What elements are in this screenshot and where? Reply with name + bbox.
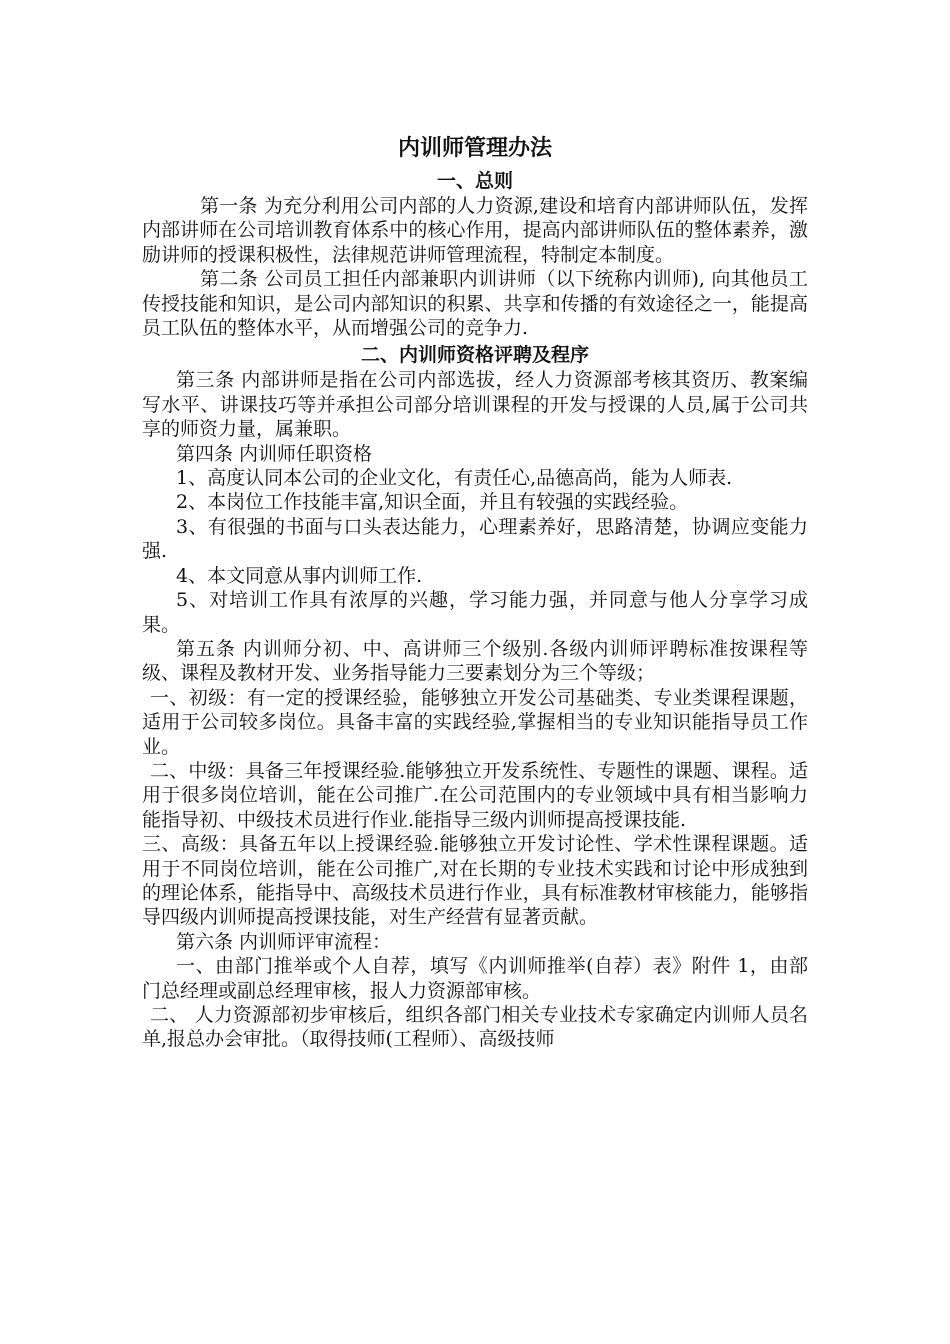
paragraph: 第四条 内训师任职资格	[176, 442, 373, 465]
paragraph: 1、高度认同本公司的企业文化，有责任心,品德高尚，能为人师表.	[176, 467, 733, 490]
paragraph: 二、 人力资源部初步审核后，组织各部门相关专业技术专家确定内训师人员名单,报总办会审批。（取得技师(工程师）、高级技师	[142, 1004, 808, 1051]
section-heading: 二、内训师资格评聘及程序	[360, 344, 589, 367]
paragraph: 第三条 内部讲师是指在公司内部选拔，经人力资源部考核其资历、教案编写水平、讲课技巧等并承担公司部分培训课程的开发与授课的人员,属于公司共享的师资力量，属兼职。	[142, 369, 808, 441]
paragraph: 5、对培训工作具有浓厚的兴趣，学习能力强，并同意与他人分享学习成果。	[142, 589, 808, 636]
paragraph: 一、初级：有一定的授课经验，能够独立开发公司基础类、专业类课程课题，适用于公司较多岗位。具备丰富的实践经验,掌握相当的专业知识能指导员工作业。	[142, 686, 808, 758]
document-body	[142, 132, 808, 1052]
paragraph: 二、中级：具备三年授课经验.能够独立开发系统性、专题性的课题、课程。适用于很多岗位培训，能在公司推广.在公司范围内的专业领域中具有相当影响力能指导初、中级技术员进行作业.能指导三级内训师提高授课技能.	[142, 759, 808, 831]
paragraph: 一、由部门推举或个人自荐，填写《内训师推举(自荐）表》附件 1，由部门总经理或副总经理审核，报人力资源部审核。	[142, 955, 808, 1002]
paragraph: 第六条 内训师评审流程：	[176, 930, 392, 953]
paragraph: 4、本文同意从事内训师工作.	[176, 564, 423, 587]
paragraph: 2、本岗位工作技能丰富,知识全面，并且有较强的实践经验。	[176, 491, 689, 514]
paragraph: 第二条 公司员工担任内部兼职内训讲师（以下统称内训师), 向其他员工传授技能和知识，是公司内部知识的积累、共享和传播的有效途径之一，能提高员工队伍的整体水平，从而增强公司的竞争力.	[142, 268, 808, 340]
paragraph: 第五条 内训师分初、中、高讲师三个级别.各级内训师评聘标准按课程等级、课程及教材开发、业务指导能力三要素划分为三个等级；	[142, 637, 808, 685]
section-heading: 一、总则	[436, 170, 513, 192]
document-title: 内训师管理办法	[397, 136, 552, 161]
paragraph: 第一条 为充分利用公司内部的人力资源,建设和培育内部讲师队伍，发挥内部讲师在公司培训教育体系中的核心作用，提高内部讲师队伍的整体素养，激励讲师的授课积极性，法律规范讲师管理流程，特制定本制度。	[142, 195, 808, 266]
paragraph: 三、高级：具备五年以上授课经验.能够独立开发讨论性、学术性课程课题。适用于不同岗位培训，能在公司推广,对在长期的专业技术实践和讨论中形成独到的理论体系，能指导中、高级技术员进行作业，具有标准教材审核能力，能够指导四级内训师提高授课技能，对生产经营有显著贡献。	[142, 833, 808, 929]
paragraph: 3、有很强的书面与口头表达能力，心理素养好，思路清楚，协调应变能力强.	[142, 515, 808, 563]
